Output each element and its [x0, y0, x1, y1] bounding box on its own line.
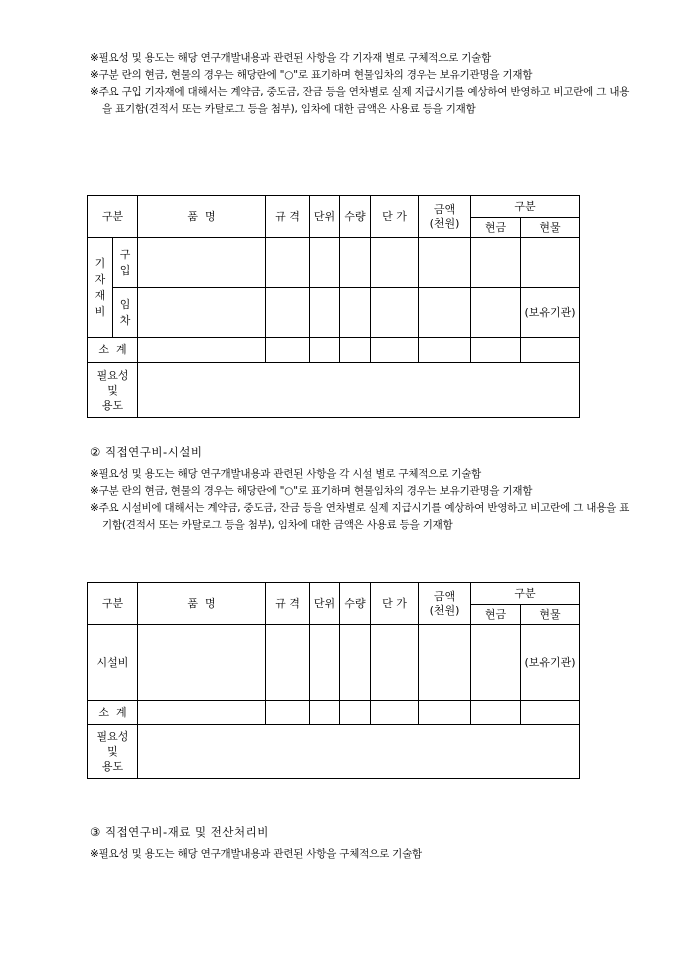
note-line: ※주요 구입 기자재에 대해서는 계약금, 중도금, 잔금 등을 연차별로 실제 지급시기를 예상하여 반영하고 비고란에 그 내용을 표기함(견적서 또는 카탈로그 등을 첨부), 임차에 대한 금액은 사용료 등을 기재함 [90, 86, 630, 115]
note-line: ※필요성 및 용도는 해당 연구개발내용과 관련된 사항을 각 시설 별로 구체적으로 기술함 [90, 468, 482, 480]
header-amount-label: 금액 [433, 202, 456, 216]
necessity-input[interactable] [138, 725, 580, 779]
header-amount-unit: (천원) [429, 603, 460, 617]
row-lease: 임 차 [113, 288, 138, 338]
cell[interactable] [471, 288, 521, 338]
header-amount [419, 583, 471, 625]
cell[interactable] [419, 701, 471, 725]
cell[interactable] [371, 625, 419, 701]
row-necessity: 필요성 및 용도 [88, 363, 138, 418]
cell[interactable] [138, 238, 266, 288]
header-type: 구분 [471, 583, 580, 605]
row-subtotal: 소 계 [88, 701, 138, 725]
cell[interactable] [371, 338, 419, 363]
cell[interactable] [310, 288, 340, 338]
cell[interactable] [266, 288, 310, 338]
cell[interactable] [371, 288, 419, 338]
cell[interactable] [138, 625, 266, 701]
cell[interactable] [138, 338, 266, 363]
header-type: 구분 [471, 196, 580, 218]
cell[interactable] [340, 338, 371, 363]
cell[interactable] [266, 701, 310, 725]
header-unit: 단위 [310, 583, 340, 625]
header-category: 구분 [88, 583, 138, 625]
header-amount [419, 196, 471, 238]
note-line: ※구분 란의 현금, 현물의 경우는 해당란에 "○"로 표기하며 현물임차의 경우는 보유기관명을 기재함 [90, 69, 533, 81]
cell[interactable] [310, 701, 340, 725]
header-spec: 규 격 [266, 583, 310, 625]
note-line: ※주요 시설비에 대해서는 계약금, 중도금, 잔금 등을 연차별로 실제 지급시기를 예상하여 반영하고 비고란에 그 내용을 표기함(견적서 또는 카탈로그 등을 첨부), 임차에 대한 금액은 사용료 등을 기재함 [90, 502, 630, 531]
header-amount-unit: (천원) [429, 216, 460, 230]
row-subtotal: 소 계 [88, 338, 138, 363]
cell[interactable] [419, 625, 471, 701]
cell[interactable] [371, 701, 419, 725]
row-facility: 시설비 [88, 625, 138, 701]
cell[interactable] [471, 238, 521, 288]
cell[interactable] [266, 625, 310, 701]
cell[interactable] [471, 338, 521, 363]
note-line: ※구분 란의 현금, 현물의 경우는 해당란에 "○"로 표기하며 현물임차의 경우는 보유기관명을 기재함 [90, 485, 533, 497]
row-necessity: 필요성 및 용도 [88, 725, 138, 779]
cell[interactable] [310, 338, 340, 363]
header-inkind: 현물 [521, 218, 580, 238]
cell[interactable] [419, 338, 471, 363]
row-group-equipment: 기 자 재 비 [88, 238, 113, 338]
cell[interactable] [521, 701, 580, 725]
section3-heading: ③ 직접연구비-재료 및 전산처리비 [90, 825, 269, 839]
section3-notes [90, 846, 630, 863]
cell[interactable] [340, 238, 371, 288]
inkind-note: (보유기관) [521, 625, 580, 701]
header-category: 구분 [88, 196, 138, 238]
section2-notes [90, 466, 630, 534]
header-qty: 수량 [340, 196, 371, 238]
cell[interactable] [266, 338, 310, 363]
cell[interactable] [340, 625, 371, 701]
necessity-input[interactable] [138, 363, 580, 418]
cell[interactable] [521, 238, 580, 288]
cell[interactable] [340, 288, 371, 338]
row-purchase: 구 입 [113, 238, 138, 288]
header-item: 품 명 [138, 196, 266, 238]
cell[interactable] [310, 625, 340, 701]
cell[interactable] [471, 701, 521, 725]
section1-notes [90, 50, 630, 118]
header-amount-label: 금액 [433, 589, 456, 603]
header-cash: 현금 [471, 218, 521, 238]
cell[interactable] [340, 701, 371, 725]
header-qty: 수량 [340, 583, 371, 625]
cell[interactable] [138, 288, 266, 338]
note-line: ※필요성 및 용도는 해당 연구개발내용과 관련된 사항을 각 기자재 별로 구체적으로 기술함 [90, 52, 492, 64]
header-unit: 단위 [310, 196, 340, 238]
header-price: 단 가 [371, 583, 419, 625]
cell[interactable] [310, 238, 340, 288]
equipment-table [87, 195, 580, 418]
header-spec: 규 격 [266, 196, 310, 238]
inkind-note: (보유기관) [521, 288, 580, 338]
cell[interactable] [521, 338, 580, 363]
header-cash: 현금 [471, 605, 521, 625]
cell[interactable] [266, 238, 310, 288]
header-price: 단 가 [371, 196, 419, 238]
header-inkind: 현물 [521, 605, 580, 625]
facility-table [87, 582, 580, 779]
cell[interactable] [471, 625, 521, 701]
cell[interactable] [138, 701, 266, 725]
header-item: 품 명 [138, 583, 266, 625]
cell[interactable] [419, 238, 471, 288]
note-line: ※필요성 및 용도는 해당 연구개발내용과 관련된 사항을 구체적으로 기술함 [90, 848, 422, 860]
cell[interactable] [419, 288, 471, 338]
section2-heading: ② 직접연구비-시설비 [90, 445, 203, 459]
cell[interactable] [371, 238, 419, 288]
